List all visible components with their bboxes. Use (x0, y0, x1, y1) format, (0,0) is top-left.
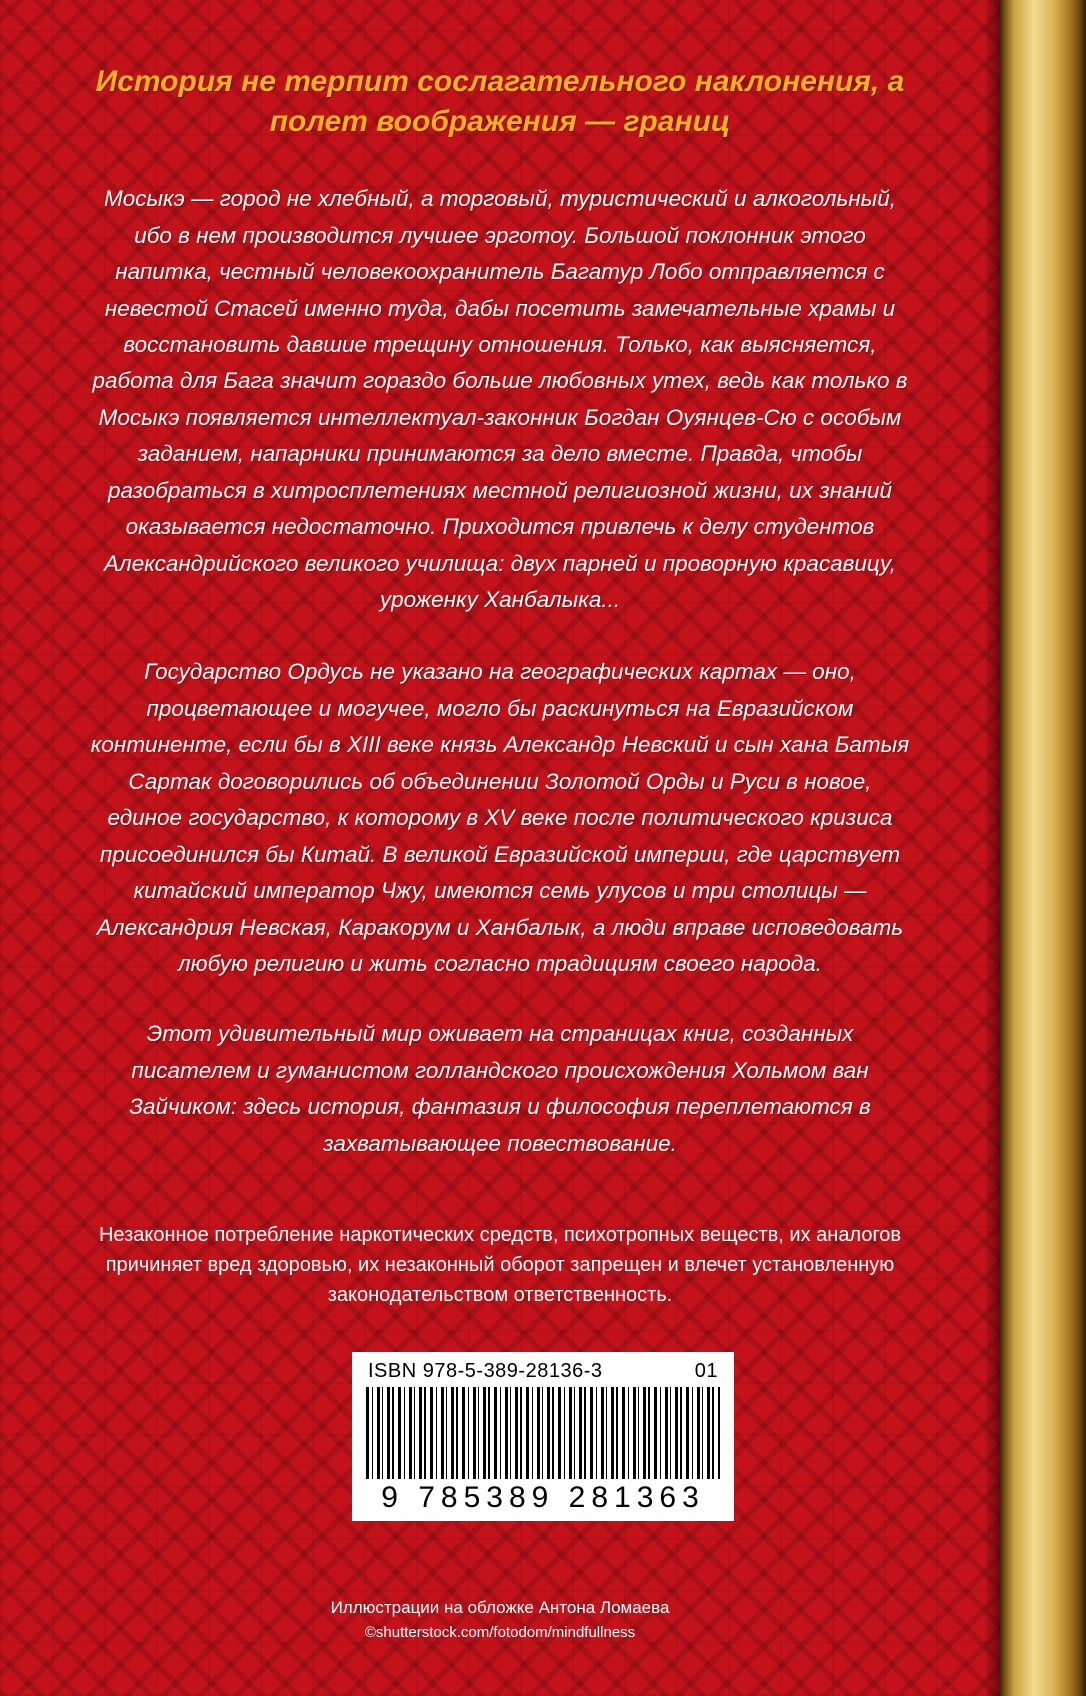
book-spine-gold-strip (1000, 0, 1086, 1696)
isbn-line (362, 1360, 724, 1387)
credit-stock-source: ©shutterstock.com/fotodom/mindfullness (364, 1624, 636, 1641)
isbn-label: ISBN (368, 1360, 423, 1382)
spine-shadow (984, 0, 1000, 1696)
blurb-paragraph-3: Этот удивительный мир оживает на страницах книг, созданных писателем и гуманистом голландского происхождения Хольмом ван Зайчиком: здесь история, фантазия и философия переплетаются в захватывающее повествование. (129, 1021, 871, 1156)
blurb-paragraph-1: Мосыкэ — город не хлебный, а торговый, туристический и алкогольный, ибо в нем производится лучшее эрготоу. Большой поклонник этого напитка, честный человекоохранитель Багатур Лобо отправляется с невестой Стасей именно туда, дабы посетить замечательные храмы и восстановить давшие трещину отношения. Только, как выясняется, работа для Бага значит гораздо больше любовных утех, ведь как только в Мосыкэ появляется интеллектуал-законник Богдан Оуянцев-Сю с особым заданием, напарники принимаются за дело вместе. Правда, чтобы разобраться в хитросплетениях местной религиозной жизни, их знаний оказывается недостаточно. Приходится привлечь к делу студентов Александрийского великого училища: двух парней и проворную красавицу, уроженку Ханбалыка... (92, 186, 908, 612)
barcode-digits: 9 785389 281363 (381, 1481, 705, 1514)
blurb-paragraph-2: Государство Ордусь не указано на географических картах — оно, процветающее и могучее, могло бы раскинуться на Евразийском континенте, если бы в XIII веке князь Александр Невский и сын хана Батыя Сартак договорились об объединении Золотой Орды и Руси в новое, единое государство, к которому в XV веке после политического кризиса присоединился бы Китай. В великой Евразийской империи, где царствует китайский император Чжу, имеются семь улусов и три столицы — Александрия Невская, Каракорум и Ханбалык, а люди вправе исповедовать любую религию и жить согласно традициям своего народа. (90, 659, 910, 976)
isbn-label-and-number (368, 1360, 603, 1383)
legal-notice: Незаконное потребление наркотических средств, психотропных веществ, их аналогов причиняет вред здоровью, их незаконный оборот запрещен и влечет установленную законодательством ответственность. (98, 1224, 902, 1307)
barcode-bars (366, 1387, 720, 1479)
isbn-addon: 01 (694, 1360, 718, 1382)
isbn-number: 978-5-389-28136-3 (422, 1360, 603, 1382)
barcode-block (352, 1352, 734, 1521)
credit-illustration: Иллюстрации на обложке Антона Ломаева (330, 1598, 670, 1617)
page-title: История не терпит сослагательного наклонения, а полет воображения — границ (95, 65, 905, 138)
